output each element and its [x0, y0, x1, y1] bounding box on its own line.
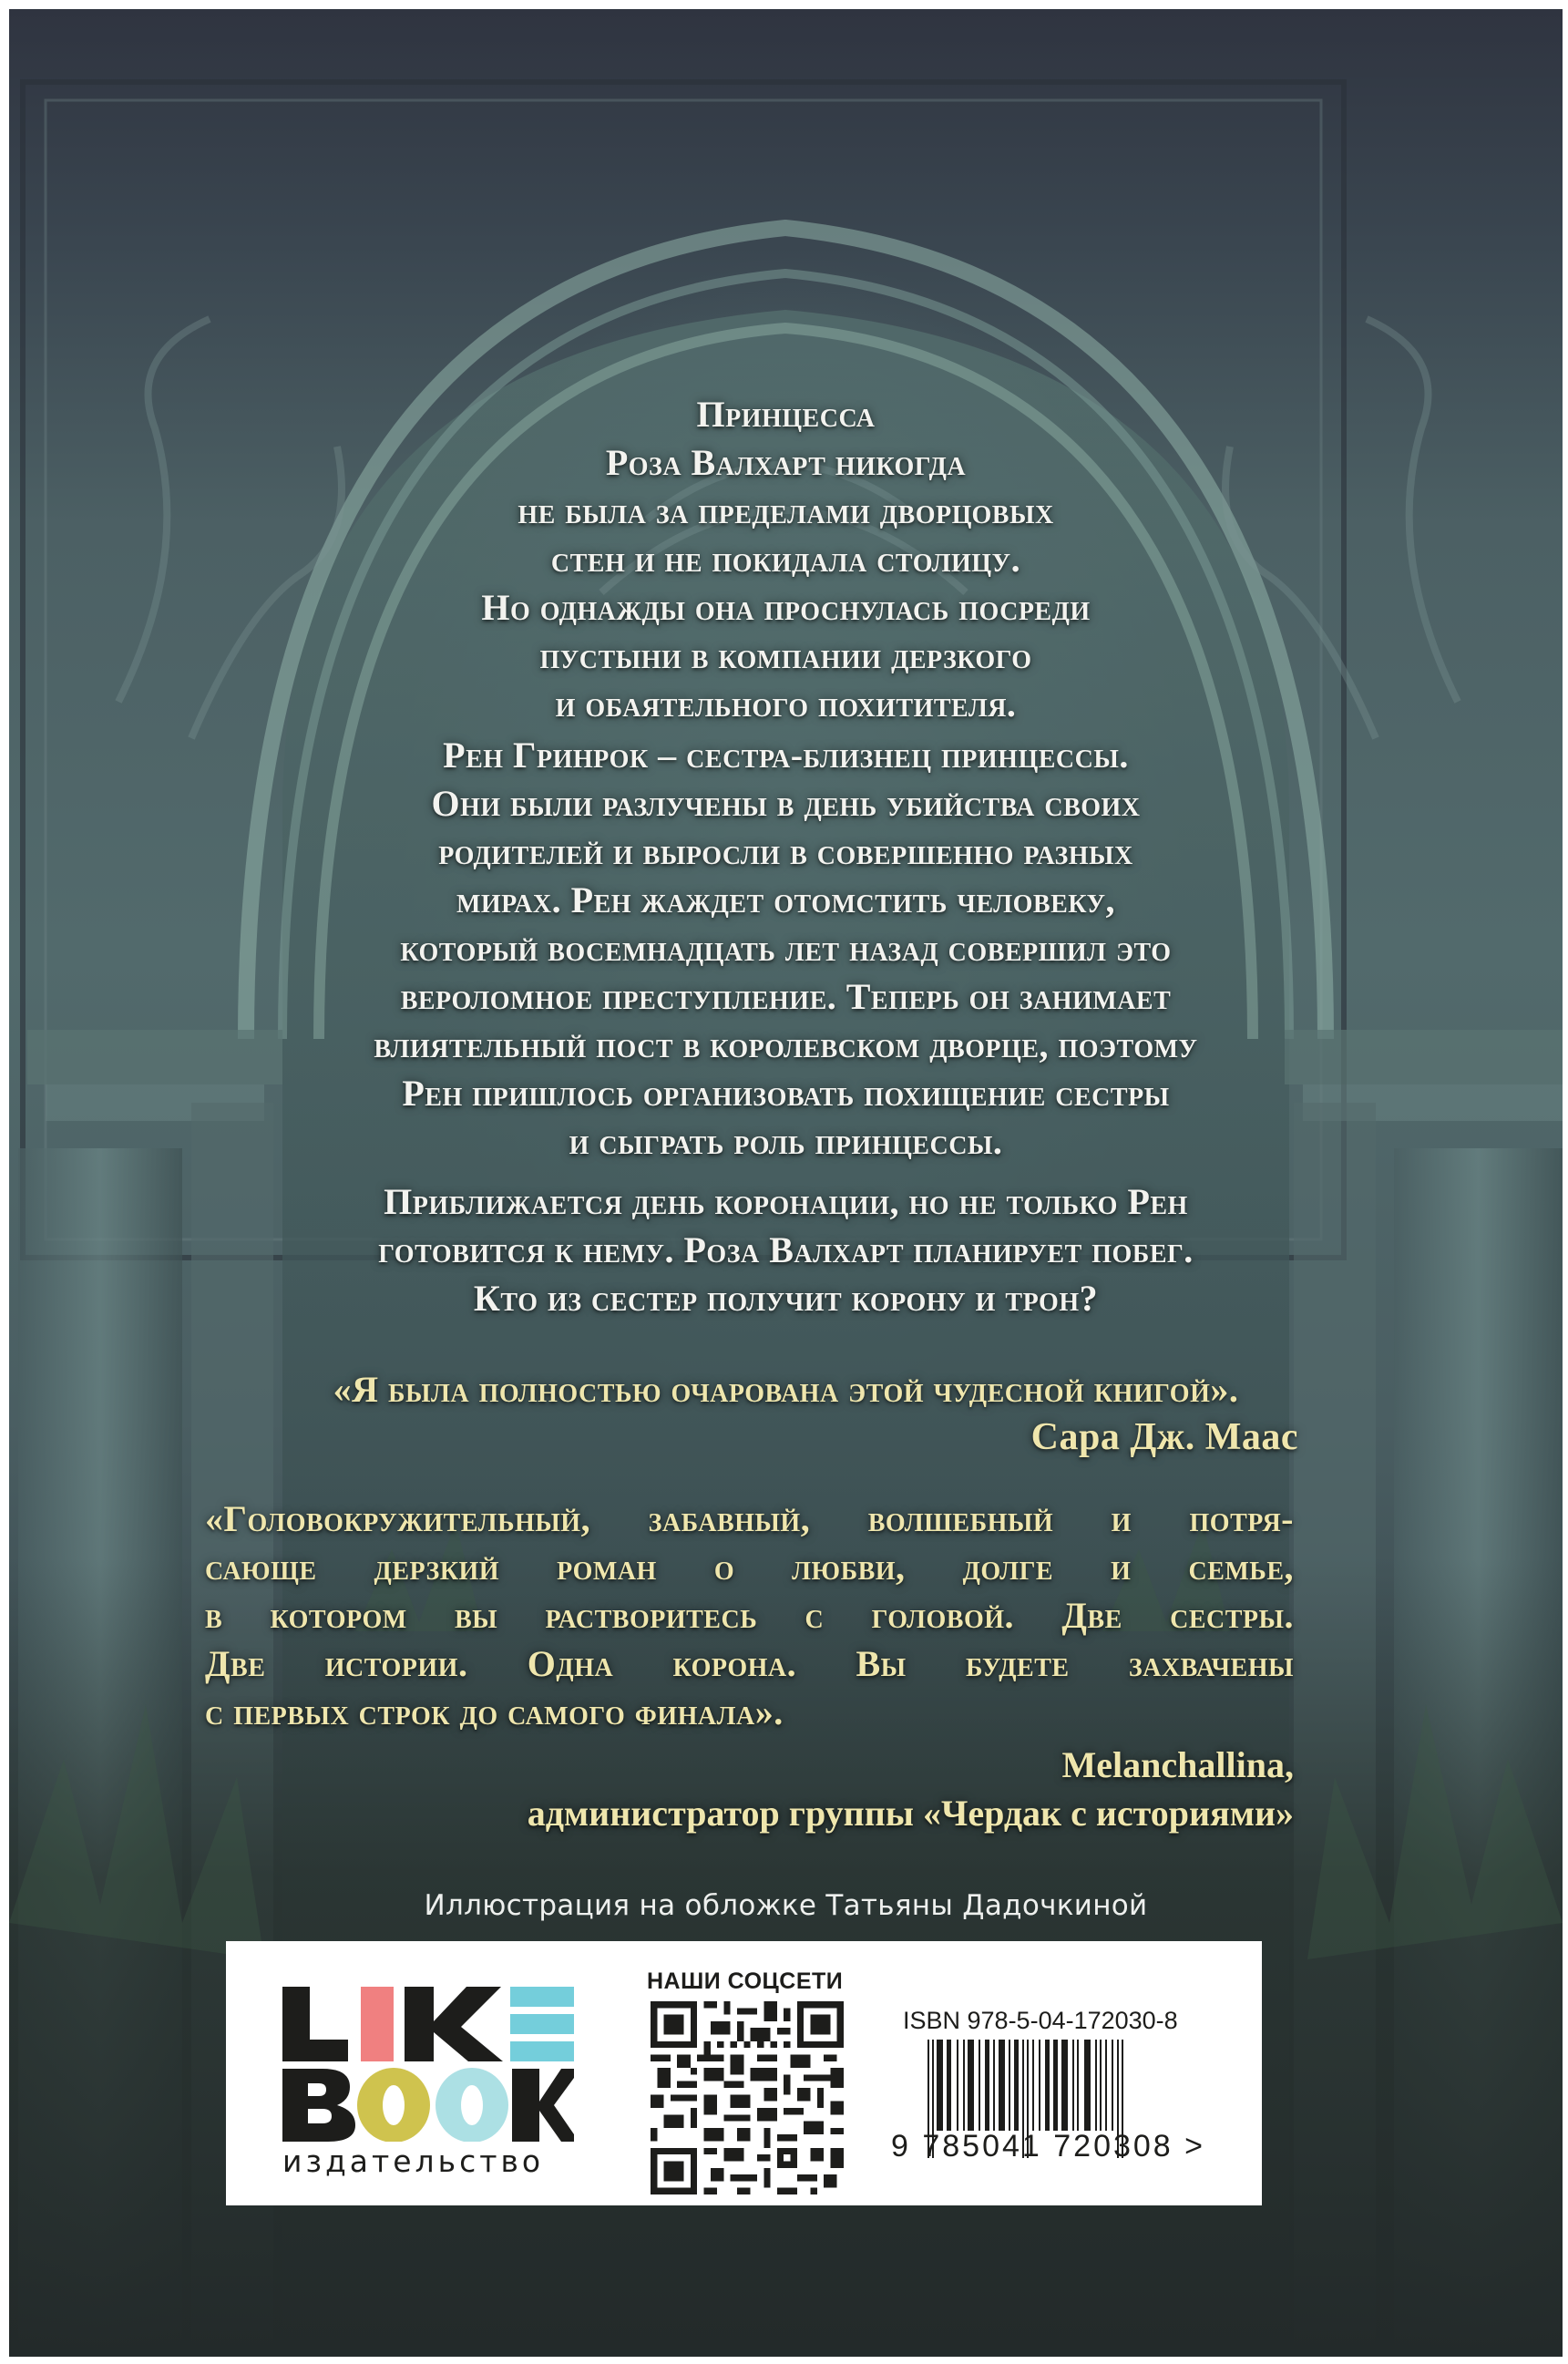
quote-text: с первых строк до самого финала».	[205, 1691, 784, 1732]
publisher-info-box	[226, 1941, 1262, 2205]
description-line: влиятельный пост в королевском дворце, поэтому	[374, 1024, 1198, 1065]
description-line: Рен пришлось организовать похищение сестры	[402, 1073, 1170, 1114]
quote-text: «Я была полностью очарована этой чудесной книгой».	[333, 1369, 1239, 1410]
quote-author: Сара Дж. Маас	[1030, 1416, 1298, 1458]
quote-text: в котором вы растворитесь с головой. Две сестры.	[205, 1595, 1294, 1636]
description-line: мирах. Рен жаждет отомстить человеку,	[456, 879, 1116, 920]
description-line: пустыни в компании дерзкого	[539, 635, 1032, 676]
description-line: и обаятельного похитителя.	[555, 684, 1017, 725]
description-paragraph-2	[9, 731, 1563, 1166]
description-line: родителей и выросли в совершенно разных	[438, 831, 1133, 872]
description-line: Приближается день коронации, но не только Рен	[384, 1181, 1188, 1222]
quote-text: сающе дерзкий роман о любви, долге и семье,	[205, 1547, 1294, 1588]
description-line: и сыграть роль принцессы.	[569, 1121, 1003, 1162]
likebook-logo	[282, 1987, 574, 2179]
description-line: вероломное преступление. Теперь он занимает	[400, 976, 1172, 1017]
description-line: Они были разлучены в день убийства своих	[431, 783, 1141, 824]
description-line: стен и не покидала столицу.	[550, 539, 1021, 580]
description-paragraph-3	[9, 1177, 1563, 1322]
publisher-subtitle: издательство	[282, 2143, 545, 2179]
review-quote-2	[205, 1495, 1294, 1736]
description-line: который восемнадцать лет назад совершил это	[400, 928, 1172, 969]
isbn-label: ISBN 978-5-04-172030-8	[903, 2007, 1178, 2034]
description-line: не была за пределами дворцовых	[518, 490, 1054, 531]
description-line: Рен Гринрок – сестра-близнец принцессы.	[443, 735, 1129, 776]
description-paragraph-1	[9, 390, 1563, 728]
description-line: готовится к нему. Роза Валхарт планирует побег.	[378, 1229, 1194, 1270]
quote-author-role: администратор группы «Чердак с историями»	[527, 1793, 1294, 1834]
description-line: Кто из сестер получит корону и трон?	[473, 1278, 1099, 1319]
book-back-cover	[9, 9, 1563, 2357]
review-quote-1	[9, 1365, 1563, 1462]
illustration-credit: Иллюстрация на обложке Татьяны Дадочкиной	[424, 1889, 1148, 1922]
likebook-logo-icon	[282, 1987, 574, 2142]
description-line: Но однажды она проснулась посреди	[481, 587, 1091, 628]
social-title: НАШИ СОЦСЕТИ	[647, 1968, 844, 1994]
barcode-digits: 9 785041 720308 >	[891, 2129, 1206, 2164]
description-line: Роза Валхарт никогда	[605, 442, 967, 483]
description-line: Принцесса	[696, 394, 876, 435]
quote-author: Melanchallina,	[1061, 1744, 1294, 1785]
quote-text: Две истории. Одна корона. Вы будете захвачены	[205, 1643, 1294, 1684]
quote-text: «Головокружительный, забавный, волшебный и потря-	[205, 1498, 1294, 1539]
qr-code-icon[interactable]	[651, 2001, 844, 2194]
